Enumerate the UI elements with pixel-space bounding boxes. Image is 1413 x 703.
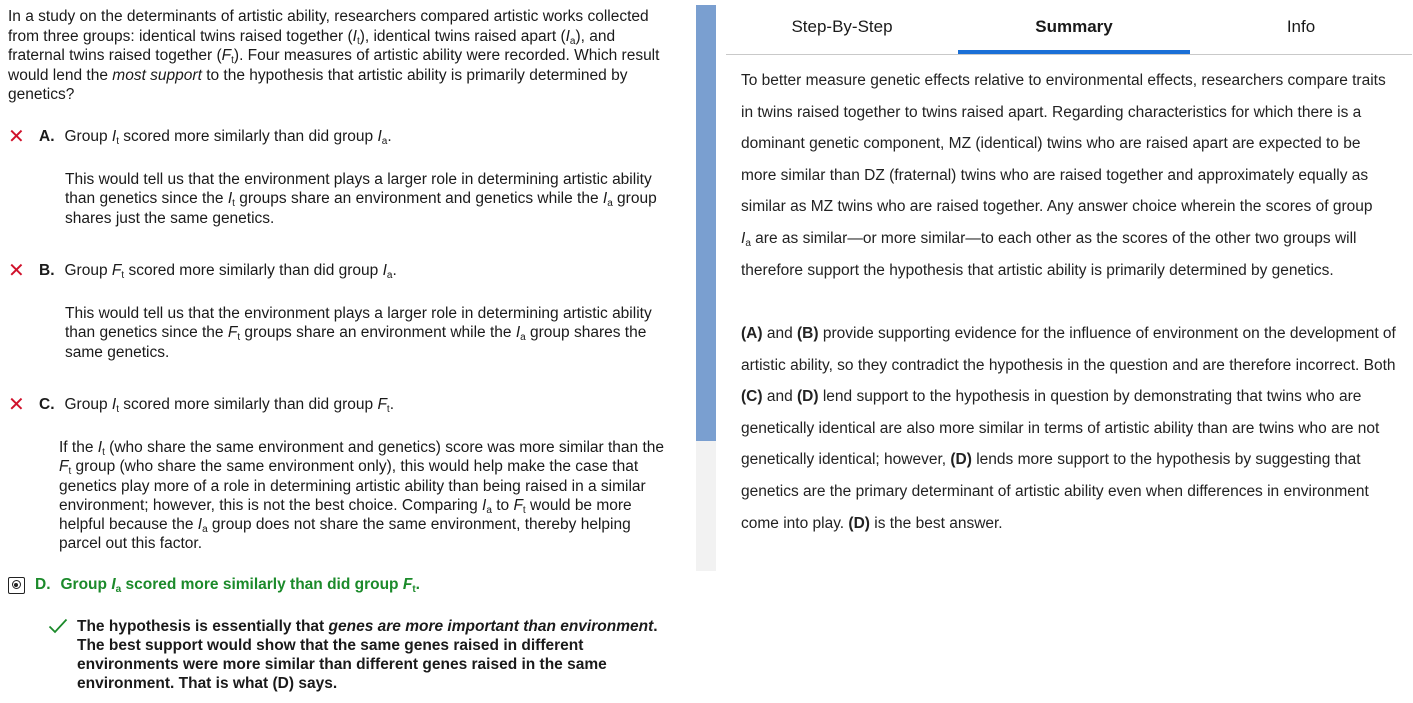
- option-label: Group $I_a$ scored more similarly than did group $F_t$.: [60, 576, 420, 595]
- option-c[interactable]: [8, 395, 394, 415]
- option-c-explanation: If the $I_t$ (who share the same environment and genetics) score was more similar than the $F_t$ group (who share the same environment only), this would help make the case that genetics play more of a role in determining artistic ability than being raised in a similar environment; however, this is not the best choice. Comparing $I_a$ to $F_t$ would be more helpful because the $I_a$ group does not share the same environment, thereby helping parcel out this factor.: [59, 439, 664, 553]
- option-b-explanation: This would tell us that the environment plays a larger role in determining artistic ability than genetics since the $F_t$ groups share an environment while the $I_a$ group shares the same genetics.: [65, 305, 652, 361]
- summary-paragraph-2: (A) and (B) provide supporting evidence for the influence of environment on the development of artistic ability, so they contradict the hypothesis in the question and are therefore incorrect. Both (C) and (D) lend support to the hypothesis in question by demonstrating that twins who are genetically identical are also more similar in terms of artistic ability than are twins who are not genetically identical; however, (D) lends more support to the hypothesis by suggesting that genetics are the primary determinant of artistic ability even when differences in environment come into play. (D) is the best answer.: [741, 325, 1396, 532]
- option-letter: C.: [39, 396, 55, 413]
- option-d-explanation: The hypothesis is essentially that genes are more important than environment. The best support would show that the same genes raised in different environments were more similar than different genes raised in the same environment. That is what (D) says.: [77, 618, 658, 692]
- option-letter: A.: [39, 128, 55, 145]
- explanation-panel: [726, 0, 1413, 703]
- scrollbar-thumb[interactable]: [696, 5, 716, 441]
- option-letter: B.: [39, 262, 55, 279]
- checkmark-icon: [48, 618, 68, 634]
- incorrect-x-icon: ✕: [8, 260, 25, 282]
- option-b[interactable]: [8, 261, 397, 281]
- tab-step-by-step[interactable]: Step-By-Step: [791, 17, 893, 36]
- question-text: In a study on the determinants of artistic ability, researchers compared artistic works collected from three groups: identical twins raised together $(I_t)$, identical twins raised apart $(I_a)$, and fraternal twins raised together $(F_t)$. Four measures of artistic ability were recorded. Which result would lend the most support to the hypothesis that artistic ability is primarily determined by genetics?: [8, 8, 660, 103]
- option-label: Group $I_t$ scored more similarly than did group $I_a$.: [64, 128, 392, 147]
- option-label: Group $I_t$ scored more similarly than did group $F_t$.: [64, 396, 394, 415]
- option-label: Group $F_t$ scored more similarly than did group $I_a$.: [64, 262, 397, 281]
- incorrect-x-icon: ✕: [8, 394, 25, 416]
- option-a-explanation: This would tell us that the environment plays a larger role in determining artistic ability than genetics since the $I_t$ groups share an environment and genetics while the $I_a$ group shares just the same genetics.: [65, 171, 657, 227]
- selected-radio-icon[interactable]: [8, 577, 25, 594]
- tab-info[interactable]: Info: [1286, 17, 1316, 36]
- emphasis-text: most support: [112, 66, 202, 84]
- summary-paragraph-1: To better measure genetic effects relative to environmental effects, researchers compare traits in twins raised together to twins raised apart. Regarding characteristics for which there is a dominant genetic component, MZ (identical) twins who are raised apart are expected to be more similar than DZ (fraternal) twins who are raised together and approximately equally as similar as MZ twins who are raised together. Any answer choice wherein the scores of group $I_a$ are as similar—or more similar—to each other as the scores of the other two groups will therefore support the hypothesis that artistic ability is primarily determined by genetics.: [741, 72, 1386, 279]
- active-tab-indicator: [958, 50, 1190, 54]
- tab-summary[interactable]: Summary: [1035, 17, 1113, 36]
- option-a[interactable]: [8, 127, 392, 147]
- question-panel: [0, 0, 690, 703]
- incorrect-x-icon: ✕: [8, 126, 25, 148]
- tab-bar: [726, 0, 1412, 55]
- option-letter: D.: [35, 576, 51, 593]
- option-d[interactable]: [8, 575, 420, 595]
